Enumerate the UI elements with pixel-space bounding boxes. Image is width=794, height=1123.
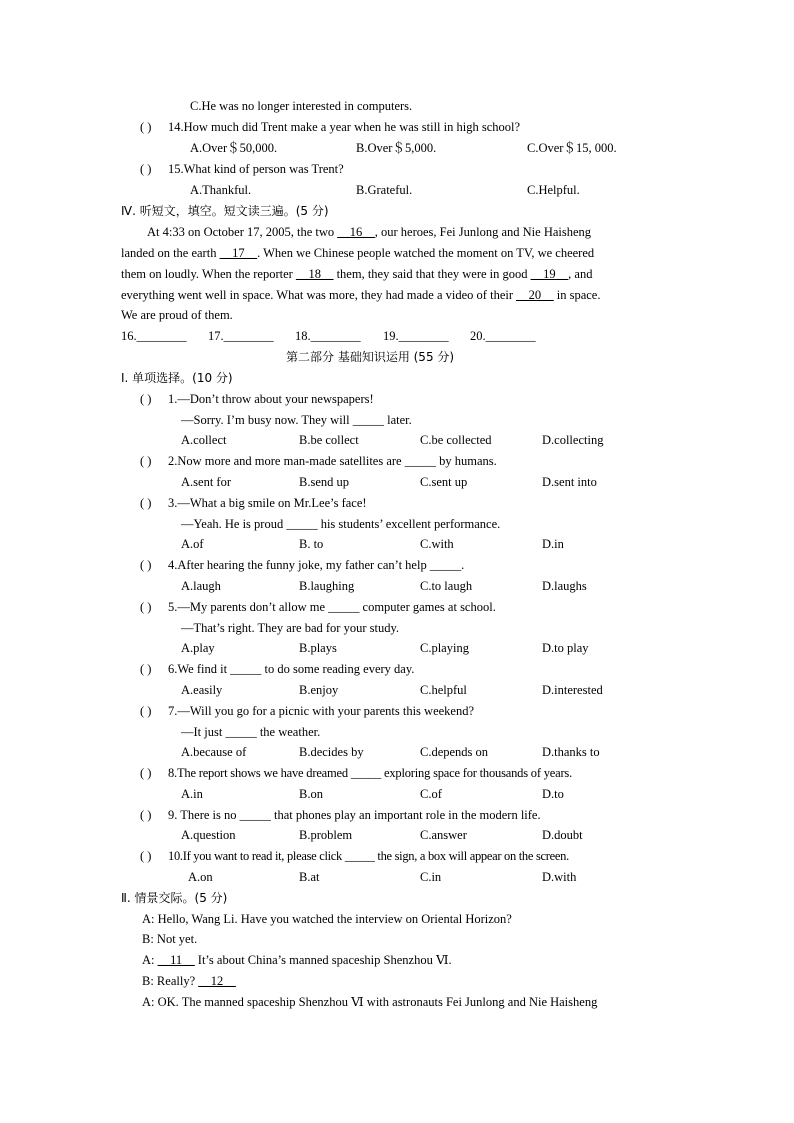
q10-stem: 10.If you want to read it, please click _____ the sign, a box will appear on the screen. [168, 849, 569, 863]
q9-option-c: C.answer [420, 828, 467, 842]
q6-option-a: A.easily [181, 683, 223, 697]
passage-line-1: At 4:33 on October 17, 2005, the two __16__, our heroes, Fei Junlong and Nie Haisheng [147, 225, 592, 239]
dialogue-line-5: A: OK. The manned spaceship Shenzhou Ⅵ with astronauts Fei Junlong and Nie Haisheng [142, 995, 598, 1009]
q15-answer-paren[interactable]: ( ) [140, 162, 152, 176]
q14-answer-paren[interactable]: ( ) [140, 120, 152, 134]
q3-option-c: C.with [420, 537, 454, 551]
q9-stem: 9. There is no _____ that phones play an important role in the modern life. [168, 808, 541, 822]
q4-option-d: D.laughs [542, 579, 587, 593]
section-ii-heading: Ⅱ. 情景交际。(5 分) [121, 891, 228, 905]
q6-answer-paren[interactable]: ( ) [140, 662, 152, 676]
q5-option-a: A.play [181, 641, 215, 655]
q2-option-c: C.sent up [420, 475, 468, 489]
q3-stem-2: —Yeah. He is proud _____ his students’ excellent performance. [181, 517, 501, 531]
part-two-title: 第二部分 基础知识运用 (55 分) [286, 350, 455, 364]
dialogue-line-1: A: Hello, Wang Li. Have you watched the interview on Oriental Horizon? [142, 912, 512, 926]
dialogue-line-3: A: __11__ It’s about China’s manned spaceship Shenzhou Ⅵ. [142, 953, 452, 967]
q6-option-d: D.interested [542, 683, 603, 697]
q1-option-c: C.be collected [420, 433, 492, 447]
q7-option-b: B.decides by [299, 745, 364, 759]
answer-blank-17[interactable]: 17.________ [208, 329, 274, 343]
blank-18: __18__ [295, 267, 334, 281]
q1-option-b: B.be collect [299, 433, 359, 447]
q9-option-d: D.doubt [542, 828, 583, 842]
blank-17: __17__ [219, 246, 258, 260]
q1-option-a: A.collect [181, 433, 227, 447]
q13-option-c: C.He was no longer interested in computers. [190, 99, 413, 113]
q10-answer-paren[interactable]: ( ) [140, 849, 152, 863]
q8-option-b: B.on [299, 787, 323, 801]
q3-option-a: A.of [181, 537, 204, 551]
q5-option-b: B.plays [299, 641, 337, 655]
q1-answer-paren[interactable]: ( ) [140, 392, 152, 406]
q2-answer-paren[interactable]: ( ) [140, 454, 152, 468]
blank-12: __12__ [198, 974, 236, 988]
q7-stem-2: —It just _____ the weather. [181, 725, 321, 739]
q14-stem: 14.How much did Trent make a year when he was still in high school? [168, 120, 521, 134]
q10-option-a: A.on [188, 870, 213, 884]
q10-option-d: D.with [542, 870, 577, 884]
q5-option-d: D.to play [542, 641, 589, 655]
q7-option-a: A.because of [181, 745, 247, 759]
q4-option-c: C.to laugh [420, 579, 473, 593]
q3-stem: 3.—What a big smile on Mr.Lee’s face! [168, 496, 367, 510]
passage-line-2: landed on the earth __17__. When we Chinese people watched the moment on TV, we cheered [121, 246, 595, 260]
q5-answer-paren[interactable]: ( ) [140, 600, 152, 614]
passage-line-5: We are proud of them. [121, 308, 233, 322]
q15-option-b: B.Grateful. [356, 183, 413, 197]
q3-answer-paren[interactable]: ( ) [140, 496, 152, 510]
q9-option-a: A.question [181, 828, 236, 842]
q3-option-b: B. to [299, 537, 324, 551]
answer-blank-20[interactable]: 20.________ [470, 329, 536, 343]
q7-stem: 7.—Will you go for a picnic with your parents this weekend? [168, 704, 475, 718]
q8-answer-paren[interactable]: ( ) [140, 766, 152, 780]
q2-option-d: D.sent into [542, 475, 597, 489]
q8-option-c: C.of [420, 787, 442, 801]
q7-answer-paren[interactable]: ( ) [140, 704, 152, 718]
q3-option-d: D.in [542, 537, 564, 551]
answer-blank-19[interactable]: 19.________ [383, 329, 449, 343]
blank-11: __11__ [157, 953, 195, 967]
answer-blank-18[interactable]: 18.________ [295, 329, 361, 343]
passage-line-3: them on loudly. When the reporter __18__ them, they said that they were in good __19__, and [121, 267, 593, 281]
q1-stem-2: —Sorry. I’m busy now. They will _____ later. [181, 413, 412, 427]
q4-option-a: A.laugh [181, 579, 221, 593]
q8-stem: 8.The report shows we have dreamed _____ exploring space for thousands of years. [168, 766, 573, 780]
q14-option-b: B.Over＄5,000. [356, 141, 437, 155]
q6-option-c: C.helpful [420, 683, 467, 697]
q5-stem-2: —That’s right. They are bad for your study. [181, 621, 400, 635]
q4-option-b: B.laughing [299, 579, 355, 593]
q8-option-a: A.in [181, 787, 203, 801]
q10-option-c: C.in [420, 870, 442, 884]
q8-option-d: D.to [542, 787, 564, 801]
q5-option-c: C.playing [420, 641, 469, 655]
q2-option-a: A.sent for [181, 475, 231, 489]
q7-option-c: C.depends on [420, 745, 489, 759]
q1-stem: 1.—Don’t throw about your newspapers! [168, 392, 374, 406]
q4-stem: 4.After hearing the funny joke, my father can’t help _____. [168, 558, 465, 572]
q2-stem: 2.Now more and more man-made satellites are _____ by humans. [168, 454, 497, 468]
passage-line-4: everything went well in space. What was more, they had made a video of their __20__ in space. [121, 288, 601, 302]
q15-option-c: C.Helpful. [527, 183, 580, 197]
blank-20: __20__ [516, 288, 554, 302]
q7-option-d: D.thanks to [542, 745, 600, 759]
q6-stem: 6.We find it _____ to do some reading every day. [168, 662, 415, 676]
q14-option-c: C.Over＄15, 000. [527, 141, 617, 155]
q15-option-a: A.Thankful. [190, 183, 252, 197]
q6-option-b: B.enjoy [299, 683, 339, 697]
q1-option-d: D.collecting [542, 433, 604, 447]
q5-stem: 5.—My parents don’t allow me _____ computer games at school. [168, 600, 496, 614]
answer-blank-16[interactable]: 16.________ [121, 329, 187, 343]
dialogue-line-2: B: Not yet. [142, 932, 198, 946]
q15-stem: 15.What kind of person was Trent? [168, 162, 344, 176]
q4-answer-paren[interactable]: ( ) [140, 558, 152, 572]
q10-option-b: B.at [299, 870, 320, 884]
q14-option-a: A.Over＄50,000. [190, 141, 278, 155]
blank-16: __16__ [337, 225, 375, 239]
dialogue-line-4: B: Really? __12__ [142, 974, 236, 988]
section-iv-heading: Ⅳ. 听短文，填空。短文读三遍。(5 分) [121, 204, 329, 218]
q9-answer-paren[interactable]: ( ) [140, 808, 152, 822]
section-i-heading: Ⅰ. 单项选择。(10 分) [121, 371, 233, 385]
q9-option-b: B.problem [299, 828, 353, 842]
blank-19: __19__ [530, 267, 569, 281]
q2-option-b: B.send up [299, 475, 349, 489]
